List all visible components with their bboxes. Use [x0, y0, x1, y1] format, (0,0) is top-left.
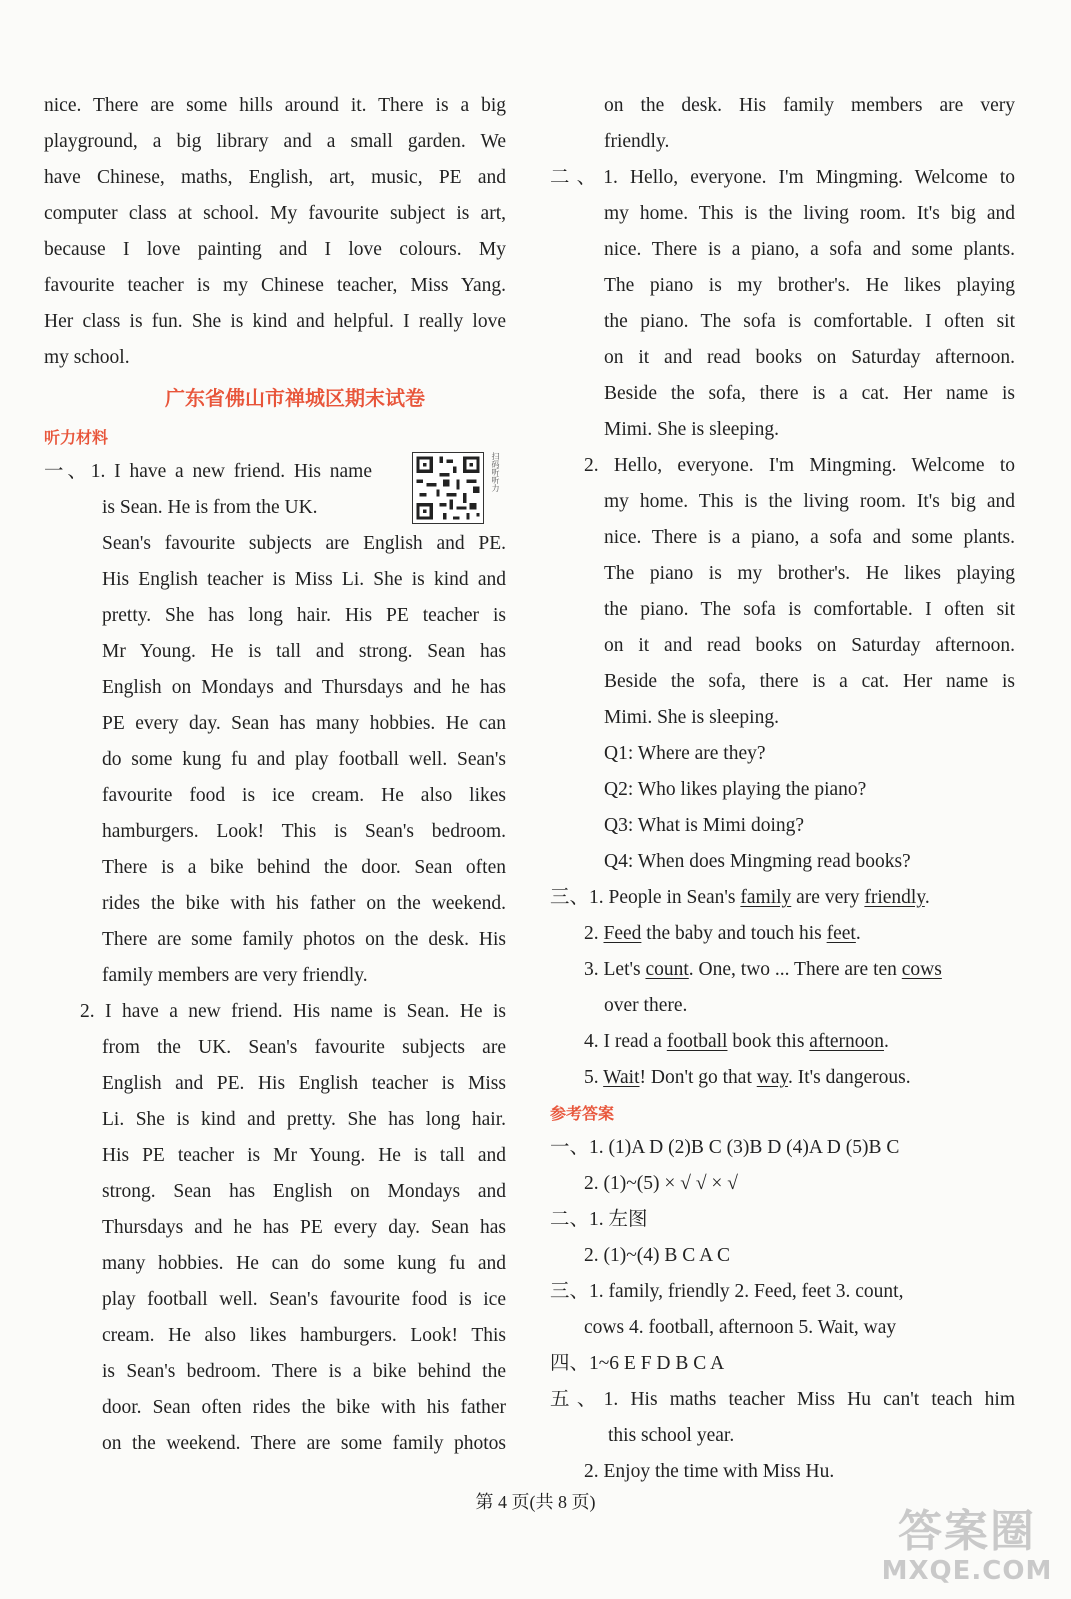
passage1-first-line: 一、1. I have a new friend. His name [44, 461, 372, 482]
passage-line: Li. She is kind and pretty. She has long hair. [102, 1109, 506, 1130]
passage-line: many hobbies. He can do some kung fu and [102, 1253, 506, 1274]
passage-line: on it and read books on Saturday afternoon. [604, 635, 1015, 656]
intro-line: have Chinese, maths, English, art, music, PE and [44, 167, 506, 188]
question-line: Q1: Where are they? [604, 743, 766, 764]
answer-line: 2. (1)~(5) × √ √ × √ [584, 1173, 739, 1194]
answer-line: 三、1. family, friendly 2. Feed, feet 3. count, [550, 1281, 904, 1302]
passage-line: on it and read books on Saturday afternoon. [604, 347, 1015, 368]
passage-line: Mimi. She is sleeping. [604, 419, 779, 440]
passage-line: PE every day. Sean has many hobbies. He can [102, 713, 506, 734]
page-number: 第 4 页(共 8 页) [475, 1492, 596, 1512]
left-column [44, 88, 506, 1462]
section-label-listening: 听力材料 [44, 428, 109, 447]
section3-line-2: 2. Feed the baby and touch his feet. [584, 923, 861, 944]
passage-line: Beside the sofa, there is a cat. Her name is [604, 383, 1015, 404]
passage-line: cream. He also likes hamburgers. Look! This [102, 1325, 506, 1346]
passage-line: The piano is my brother's. He likes playing [604, 563, 1015, 584]
intro-line: computer class at school. My favourite subject is art, [44, 203, 506, 224]
qr-caption: 扫码听听力 [491, 452, 500, 492]
section-label-answers: 参考答案 [550, 1104, 615, 1123]
passage-line: Sean's favourite subjects are English and PE. [102, 533, 506, 554]
passage-line: on the desk. His family members are very [604, 95, 1015, 116]
section3-line-1: 三、1. People in Sean's family are very friendly. [550, 887, 930, 908]
passage-line: family members are very friendly. [102, 965, 368, 986]
passage-line: nice. There is a piano, a sofa and some plants. [604, 527, 1015, 548]
question-line: Q4: When does Mingming read books? [604, 851, 911, 872]
passage-line: English and PE. His English teacher is Miss [102, 1073, 506, 1094]
exam-title: 广东省佛山市禅城区期末试卷 [165, 386, 425, 410]
passage-line: hamburgers. Look! This is Sean's bedroom. [102, 821, 506, 842]
intro-line: because I love painting and I love colours. My [44, 239, 506, 260]
passage-line: favourite food is ice cream. He also likes [102, 785, 506, 806]
passage-line: nice. There is a piano, a sofa and some plants. [604, 239, 1015, 260]
passage-line: pretty. She has long hair. His PE teacher is [102, 605, 506, 626]
watermark-logo [877, 1507, 1057, 1589]
passage2-first-line: 2. I have a new friend. His name is Sean. He is [80, 1001, 506, 1022]
passage-line: on the weekend. There are some family photos [102, 1433, 506, 1454]
answer-line: 四、1~6 E F D B C A [550, 1353, 725, 1374]
passage-line: the piano. The sofa is comfortable. I often sit [604, 311, 1015, 332]
passage-line: There are some family photos on the desk. His [102, 929, 506, 950]
section3-line-3-cont: over there. [604, 995, 688, 1016]
passage-line: my home. This is the living room. It's big and [604, 491, 1015, 512]
intro-line: favourite teacher is my Chinese teacher, Miss Yang. [44, 275, 506, 296]
question-line: Q2: Who likes playing the piano? [604, 779, 867, 800]
qr-code-icon[interactable] [412, 452, 484, 524]
watermark-cn: 答案圈 [898, 1506, 1036, 1557]
passage-line: There is a bike behind the door. Sean often [102, 857, 506, 878]
passage-line: is Sean's bedroom. There is a bike behind the [102, 1361, 506, 1382]
intro-line: nice. There are some hills around it. There is a big [44, 95, 506, 116]
intro-line: my school. [44, 347, 130, 368]
right-column [550, 88, 1015, 1490]
question-line: Q3: What is Mimi doing? [604, 815, 805, 836]
intro-line: playground, a big library and a small garden. We [44, 131, 506, 152]
watermark-en: MXQE.COM [881, 1556, 1053, 1586]
passage-line: His PE teacher is Mr Young. He is tall and [102, 1145, 506, 1166]
passage-line: the piano. The sofa is comfortable. I often sit [604, 599, 1015, 620]
passage-line: friendly. [604, 131, 670, 152]
passage-line: Mr Young. He is tall and strong. Sean has [102, 641, 506, 662]
passage-line: The piano is my brother's. He likes playing [604, 275, 1015, 296]
passage-line: door. Sean often rides the bike with his father [102, 1397, 506, 1418]
passage-line: Beside the sofa, there is a cat. Her name is [604, 671, 1015, 692]
passage-line: Thursdays and he has PE every day. Sean has [102, 1217, 506, 1238]
answer-line: 二、1. 左图 [550, 1209, 648, 1230]
section2-first-line: 二、1. Hello, everyone. I'm Mingming. Welcome to [550, 167, 1015, 188]
passage-line: play football well. Sean's favourite food is ice [102, 1289, 506, 1310]
passage-line: strong. Sean has English on Mondays and [102, 1181, 506, 1202]
section3-line-4: 4. I read a football book this afternoon. [584, 1031, 889, 1052]
passage1-second-line: is Sean. He is from the UK. [102, 497, 318, 518]
answer-line: cows 4. football, afternoon 5. Wait, way [584, 1317, 897, 1338]
passage-line: my home. This is the living room. It's big and [604, 203, 1015, 224]
answer-line: 2. (1)~(4) B C A C [584, 1245, 730, 1266]
answer-line: 五、1. His maths teacher Miss Hu can't teach him [550, 1389, 1015, 1410]
section3-line-3: 3. Let's count. One, two ... There are ten cows [584, 959, 942, 980]
passage-line: His English teacher is Miss Li. She is kind and [102, 569, 506, 590]
answer-line: 一、1. (1)A D (2)B C (3)B D (4)A D (5)B C [550, 1137, 900, 1158]
answer-line: 2. Enjoy the time with Miss Hu. [584, 1461, 835, 1482]
passage-line: from the UK. Sean's favourite subjects are [102, 1037, 506, 1058]
answer-line: this school year. [608, 1425, 735, 1446]
section3-line-5: 5. Wait! Don't go that way. It's dangerous. [584, 1067, 911, 1088]
section2-item2-first-line: 2. Hello, everyone. I'm Mingming. Welcome to [584, 455, 1015, 476]
passage-line: do some kung fu and play football well. Sean's [102, 749, 506, 770]
passage-line: Mimi. She is sleeping. [604, 707, 779, 728]
intro-line: Her class is fun. She is kind and helpful. I really love [44, 311, 506, 332]
passage-line: rides the bike with his father on the weekend. [102, 893, 506, 914]
passage-line: English on Mondays and Thursdays and he has [102, 677, 506, 698]
